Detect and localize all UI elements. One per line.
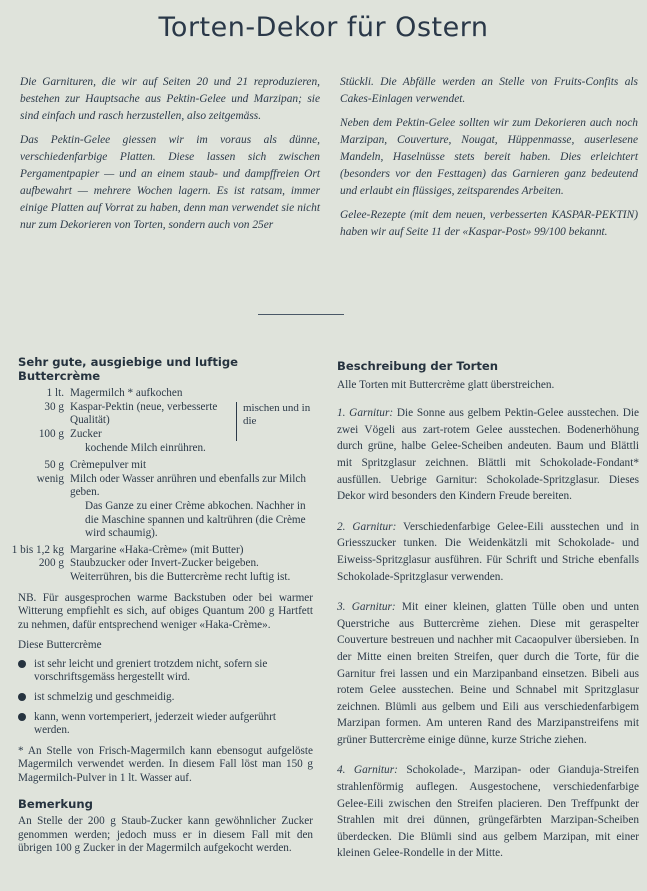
- ingredient-quantity: 1 bis 1,2 kg: [11, 543, 64, 556]
- ingredient-quantity: 200 g: [38, 557, 64, 570]
- page-title: Torten-Dekor für Ostern: [158, 12, 489, 43]
- remark-text: An Stelle der 200 g Staub-Zucker kann gewöhnlicher Zucker genommen werden; jedoch muss er in diesem Fall mit den übrigen 100 g Zucker in der Magermilch aufgekocht werden.: [18, 815, 313, 855]
- description-item: [337, 762, 639, 862]
- recipe-heading: Sehr gute, ausgiebige und luftige Buttercrème: [18, 355, 238, 383]
- ingredient-row: [18, 557, 313, 584]
- recipe-column: [11, 355, 313, 863]
- mix-note: mischen und in die: [236, 402, 313, 441]
- footnote: * An Stelle von Frisch-Magermilch kann ebensogut aufgelöste Magermilch verwendet werden. In diesem Fall löst man 150 g Magermilch-Pulver in 1 lt. Wasser auf.: [18, 744, 313, 785]
- list-item-text: kann, wenn vortemperiert, jederzeit wieder aufgerührt werden.: [34, 710, 276, 737]
- ingredient-quantity: 1 lt.: [46, 387, 64, 400]
- intro-paragraph: Stückli. Die Abfälle werden an Stelle von Fruits-Confits als Cakes-Einlagen verwendet.: [340, 76, 638, 105]
- bullet-icon: [18, 693, 26, 701]
- description-intro: Alle Torten mit Buttercrème glatt überstreichen.: [337, 378, 555, 391]
- ingredient-row: [18, 387, 313, 401]
- item-label: 1. Garnitur:: [337, 407, 394, 420]
- description-item: [337, 519, 639, 585]
- ingredient-text: kochende Milch einrühren.: [85, 441, 206, 454]
- list-item: [18, 691, 313, 705]
- item-label: 4. Garnitur:: [337, 764, 398, 777]
- list-item: [18, 658, 313, 685]
- ingredient-row: [18, 428, 236, 442]
- ingredient-quantity: 30 g: [44, 400, 64, 413]
- intro-paragraph: Neben dem Pektin-Gelee sollten wir zum Dekorieren auch noch Marzipan, Couverture, Nougat, Hüppenmasse, auserlesene Mandeln, Haselnüsse stets bereit haben. Dies erleichtert (besonders vor den Festtagen) das Garnieren ganz bedeutend und erlaubt ein flüssiges, zeitsparendes Arbeiten.: [340, 117, 638, 197]
- item-label: 3. Garnitur:: [337, 601, 396, 614]
- description-item: [337, 599, 639, 748]
- intro-right-column: [340, 74, 638, 248]
- item-text: Schokolade-, Marzipan- oder Gianduja-Streifen strahlenförmig auflegen. Ausgestochene, verschiedenfarbige Gelee-Eili zwischen den Streifen placieren. Den Treffpunkt der Strahlen mit drei dünnen, grüngefärbten Marzipan-Scheiben überdecken. Die Blümli sind aus gelbem Marzipan, mit einer kleinen Gelee-Rondelle in der Mitte.: [337, 764, 639, 860]
- ingredient-text: Kaspar-Pektin (neue, verbesserte Qualität): [70, 400, 218, 427]
- ingredient-quantity: 50 g: [44, 459, 64, 472]
- ingredient-row: [18, 500, 313, 541]
- ingredient-row: [18, 473, 313, 500]
- section-divider: [258, 314, 344, 315]
- item-text: Mit einer kleinen, glatten Tülle oben und unten Querstriche aus Buttercrème ziehen. Diese mit geraspelter Couverture bestreuen und nachher mit Cacaopulver übersieben. In der Mitte einen breiten Streifen, quer durch die Torte, für die Garnitur frei lassen und ein Marzipanband einsetzen. Bibeli aus rotem Gelee ausstechen. Beine und Schnabel mit Spritzglasur zeichnen. Blümli aus gelbem und Eili aus verschiedenfarbigem Marzipan formen. Am unteren Rand des Marzipanstreifens mit grüner Buttercrème einige dünne, kurze Striche ziehen.: [337, 601, 639, 746]
- intro-left-column: [20, 74, 320, 241]
- ingredient-quantity: 100 g: [38, 427, 64, 440]
- item-text: Die Sonne aus gelbem Pektin-Gelee ausstechen. Die zwei Vögeli aus zart-rotem Gelee ausstechen. Bodenerhöhung durch grüne, halbe Gelee-Scheiben andeuten. Baum und Blättli mit Spritzglasur zeichnen. Blättli mit Schokolade-Fondant* ausfüllen. Uebrige Garnitur: Schokolade-Spritzglasur. Dieses Dekor wird besonders den Kindern Freude bereiten.: [337, 407, 640, 503]
- remark-heading: Bemerkung: [18, 796, 93, 811]
- description-column: [337, 358, 639, 876]
- ingredient-text: Zucker: [70, 427, 102, 440]
- list-item-text: ist sehr leicht und greniert trotzdem nicht, sofern sie vorschriftsgemäss hergestellt wird.: [34, 657, 268, 684]
- ingredient-text: Staubzucker oder Invert-Zucker beigeben. Weiterrühren, bis die Buttercrème recht luftig ist.: [70, 557, 291, 583]
- list-item: [18, 711, 313, 738]
- recipe-note: NB. Für ausgesprochen warme Backstuben oder bei warmer Witterung empfiehlt es sich, auf obiges Quantum 200 g Hartfett zu nehmen, dafür entsprechend weniger «Haka-Crème».: [18, 591, 313, 631]
- ingredient-text: Milch oder Wasser anrühren und ebenfalls zur Milch geben.: [70, 472, 306, 499]
- bullet-icon: [18, 713, 26, 721]
- intro-paragraph: Das Pektin-Gelee giessen wir im voraus als dünne, verschiedenfarbige Platten. Diese lassen sich zwischen Pergamentpapier — und an einem staub- und dampffreien Ort aufbewahrt — mehrere Wochen lagern. Es ist ratsam, immer einige Platten auf Vorrat zu haben, denn man verwendet sie nicht nur zum Dekorieren von Torten, sondern auch von 25er: [20, 134, 320, 231]
- ingredient-text: Magermilch * aufkochen: [70, 387, 183, 400]
- item-text: Verschiedenfarbige Gelee-Eili ausstechen und in Griesszucker tunken. Die Weidenkätzli mit Schokolade- und Eiweiss-Spritzglasur ausführen. Für Schrift und Striche ebenfalls Schokolade-Spritzglasur verwenden.: [337, 520, 639, 583]
- ingredient-row: [18, 459, 313, 473]
- ingredient-quantity: wenig: [36, 472, 64, 485]
- ingredient-text: Margarine «Haka-Crème» (mit Butter): [70, 543, 244, 556]
- ingredient-text: Crèmepulver mit: [70, 459, 147, 472]
- list-item-text: ist schmelzig und geschmeidig.: [34, 691, 175, 704]
- description-heading: Beschreibung der Torten: [337, 359, 499, 373]
- ingredient-mix-group: [18, 401, 313, 442]
- properties-intro: Diese Buttercrème: [18, 639, 102, 652]
- description-item: [337, 405, 639, 505]
- ingredient-text: Das Ganze zu einer Crème abkochen. Nachher in die Maschine spannen und kaltrühren (die Crème wird schaumig).: [85, 499, 306, 540]
- intro-paragraph: Die Garnituren, die wir auf Seiten 20 und 21 reproduzieren, bestehen zur Hauptsache aus Pektin-Gelee und Marzipan; sie sind einfach und rasch herzustellen, also zeitgemäss.: [20, 76, 320, 122]
- ingredient-row: [18, 442, 313, 456]
- bullet-icon: [18, 660, 26, 668]
- ingredient-row: [11, 543, 313, 558]
- item-label: 2. Garnitur:: [337, 520, 397, 533]
- intro-paragraph: Gelee-Rezepte (mit dem neuen, verbesserten KASPAR-PEKTIN) haben wir auf Seite 11 der «Kaspar-Post» 99/100 bekannt.: [340, 209, 638, 238]
- ingredient-row: [18, 401, 236, 428]
